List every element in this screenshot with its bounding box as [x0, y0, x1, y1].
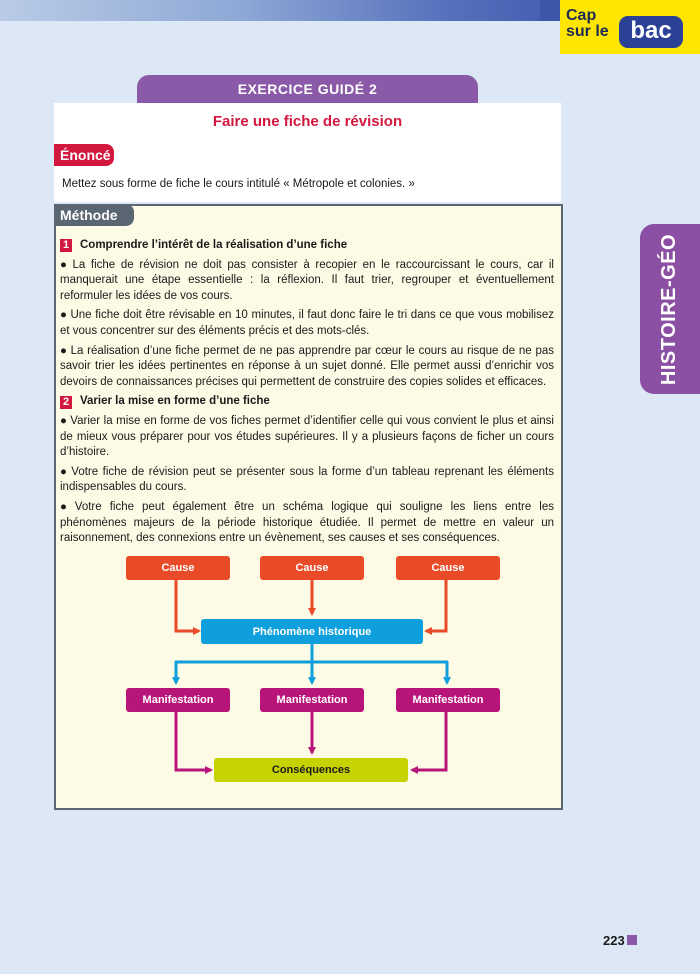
enonce-text: Mettez sous forme de fiche le cours intitulé « Métropole et colonies. »	[62, 178, 415, 190]
exercise-title: Faire une fiche de révision	[212, 113, 403, 130]
bullet-icon: ●	[60, 309, 68, 322]
manifestation-box-3: Manifestation	[396, 688, 500, 712]
badge-line-2: sur le	[566, 23, 609, 40]
exercise-label: EXERCICE GUIDÉ 2	[137, 75, 478, 103]
section-1-number: 1	[60, 239, 72, 252]
section-2-number: 2	[60, 396, 72, 409]
manifestation-box-1: Manifestation	[126, 688, 230, 712]
bullet-icon: ●	[60, 344, 68, 357]
arrow-cause-right	[426, 580, 446, 631]
bullet-icon: ●	[60, 414, 68, 427]
bullet-icon: ●	[60, 465, 69, 478]
bac-label: bac	[619, 16, 683, 48]
paragraph-text: Votre fiche peut également être un schéma logique qui souligne les liens entre les phénomènes majeurs de la période historique étudiée. Il permet de mettre en valeur un raisonnement, des connexions entre un évènement, ses causes et ses conséquences.	[60, 500, 554, 545]
paragraph-text: Varier la mise en forme de vos fiches permet d’identifier celle qui vous convient le plus et ainsi de mieux vous préparer pour vos études supérieures. Il y a plusieurs façons de ficher un cours d’histoire.	[60, 414, 554, 459]
subject-label: HISTOIRE-GÉO	[658, 233, 681, 385]
methode-tag: Méthode	[54, 204, 134, 226]
arrow-manif-left	[176, 712, 211, 770]
bullet-icon: ●	[60, 258, 70, 271]
paragraph-text: La fiche de révision ne doit pas consister à recopier en le raccourcissant le cours, car il manquerait une étape essentielle : la réflexion. Il faut trier, regrouper et éventuellement reformuler les idées de vos cours.	[60, 258, 554, 302]
page-square-icon	[627, 935, 637, 945]
consequences-box: Conséquences	[214, 758, 408, 782]
paragraph-text: La réalisation d’une fiche permet de ne pas apprendre par cœur le cours au risque de ne pas savoir trier les idées pertinentes en réponse à un sujet donné. Elle permet aussi d’enrichir vos devoirs de connaissances précises qui permettent de construire des copies solides et efficaces.	[60, 344, 554, 388]
arrow-manif-right	[412, 712, 446, 770]
page-number: 223	[603, 933, 625, 948]
section-1-title: Comprendre l’intérêt de la réalisation d’une fiche	[80, 239, 348, 251]
bullet-icon: ●	[60, 500, 72, 513]
cause-box-3: Cause	[396, 556, 500, 580]
badge-line-1: Cap	[566, 7, 597, 24]
paragraph-text: Une fiche doit être révisable en 10 minutes, il faut donc faire le tri dans ce que vous mobilisez et vous concentrer sur des éléments précis et des mots-clés.	[60, 309, 555, 337]
enonce-tag: Énoncé	[54, 144, 114, 166]
section-2-title: Varier la mise en forme d’une fiche	[80, 395, 270, 408]
manifestation-box-2: Manifestation	[260, 688, 364, 712]
paragraph-text: Votre fiche de révision peut se présenter sous la forme d’un tableau reprenant les éléments indispensables du cours.	[60, 465, 554, 494]
arrow-cause-left	[176, 580, 199, 631]
phenomenon-box: Phénomène historique	[201, 619, 423, 644]
cause-box-2: Cause	[260, 556, 364, 580]
cause-box-1: Cause	[126, 556, 230, 580]
